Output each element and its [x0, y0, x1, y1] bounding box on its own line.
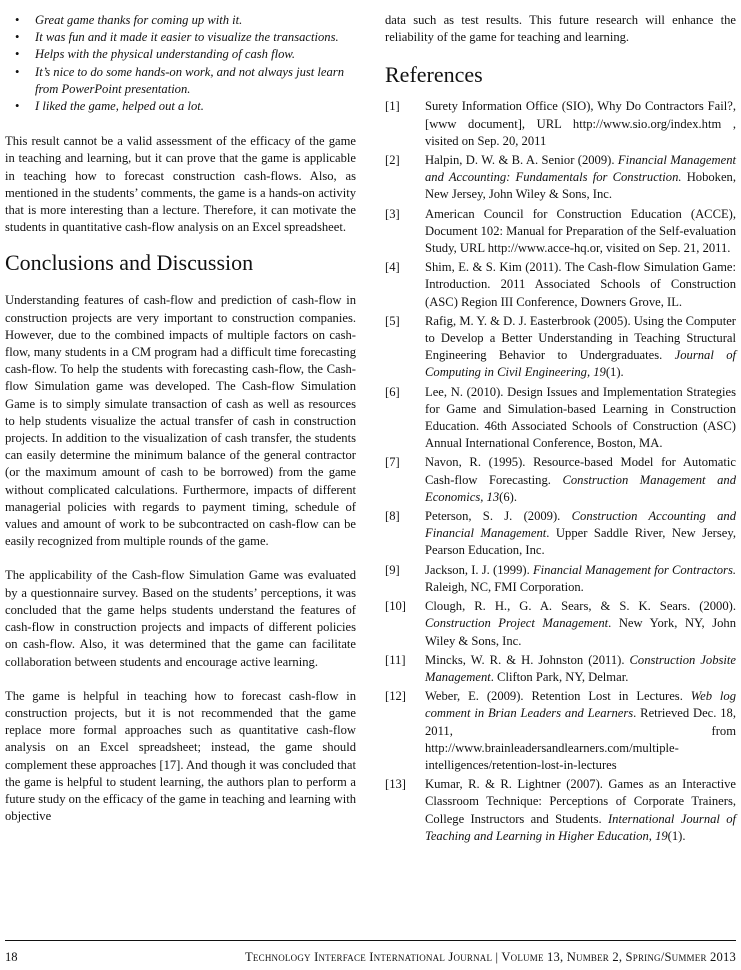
- student-comments-list: [5, 12, 356, 115]
- comment-item: • Great game thanks for coming up with it.: [5, 12, 356, 29]
- reference-item: [385, 206, 736, 258]
- reference-text: [425, 384, 736, 453]
- reference-number: [5]: [385, 313, 400, 328]
- reference-part: Clough, R. H., G. A. Sears, & S. K. Sears. (2000).: [425, 599, 736, 614]
- reference-part: Raleigh, NC, FMI Corporation.: [425, 579, 584, 594]
- reference-text: [425, 152, 736, 204]
- reference-italic-part: Web log comment in Brian Leaders and Learners: [425, 689, 737, 721]
- reference-item: [385, 776, 736, 845]
- reference-part: Jackson, I. J. (1999).: [425, 562, 533, 577]
- reference-item: [385, 562, 736, 596]
- reference-text: [425, 454, 736, 506]
- references-heading: References: [385, 62, 483, 88]
- reference-text: [425, 508, 736, 560]
- reference-item: [385, 98, 736, 150]
- reference-text: [425, 776, 736, 845]
- reference-number: [9]: [385, 562, 400, 577]
- reference-text: [425, 598, 736, 650]
- reference-part: Kumar, R. & R. Lightner (2007). Games as an Interactive Classroom Technique: Perceptions of Corporate Trainers, College Instructors and Students.: [425, 777, 736, 826]
- comment-item: • Helps with the physical understanding of cash flow.: [5, 46, 356, 63]
- reference-part: Hoboken, New Jersey, John Wiley & Sons, Inc.: [425, 170, 737, 202]
- reference-part: (6).: [499, 489, 517, 504]
- page-number: 18: [5, 950, 18, 964]
- reference-number: [4]: [385, 260, 400, 275]
- reference-item: [385, 384, 736, 453]
- reference-number: [7]: [385, 455, 400, 470]
- journal-title: Technology Interface International Journal | Volume 13, Number 2, Spring/Summer 2013: [245, 950, 736, 964]
- reference-italic-part: Financial Management for Contractors.: [532, 562, 736, 577]
- footer-rule: [5, 940, 736, 941]
- body-paragraph: The game is helpful in teaching how to forecast cash-flow in construction projects, but it is not recommended that the game replace more formal approaches such as quantitative cash-flow analysis on an Excel spreadsheet; instead, the game should complement these approaches [17]. And though it was concluded that the game is helpful to student learning, the authors plan to perform a future study on the efficacy of the game in teaching and learning with objective: [5, 688, 356, 824]
- reference-item: [385, 688, 736, 774]
- reference-number: [3]: [385, 206, 400, 221]
- reference-part: Weber, E. (2009). Retention Lost in Lectures.: [425, 689, 691, 704]
- reference-item: [385, 152, 736, 204]
- reference-number: [1]: [385, 99, 400, 114]
- reference-italic-part: Journal of Computing in Civil Engineering, 19: [425, 348, 737, 380]
- reference-part: Shim, E. & S. Kim (2011). The Cash-flow Simulation Game: Introduction. 2011 Associated Schools of Construction (ASC) Region III Conference, Downers Grove, IL.: [425, 260, 736, 309]
- reference-item: [385, 652, 736, 686]
- reference-text: [425, 206, 736, 258]
- reference-item: [385, 508, 736, 560]
- reference-italic-part: Construction Project Management: [425, 616, 609, 631]
- reference-part: . Clifton Park, NY, Delmar.: [490, 669, 629, 684]
- reference-text: [425, 562, 736, 596]
- body-paragraph: The applicability of the Cash-flow Simulation Game was evaluated by a questionnaire survey. Based on the students’ perceptions, it was concluded that the game helps students understand the features of cash-flow in construction projects and impacts of different policies on cash-flow. Also, it was determined that the game can facilitate collaboration between students and encourage active learning.: [5, 568, 356, 669]
- reference-part: Peterson, S. J. (2009).: [425, 509, 572, 524]
- reference-text: [425, 652, 736, 686]
- reference-part: Surety Information Office (SIO), Why Do Contractors Fail?, [www document], URL http://www.sio.org/index.htm , visited on Sep. 20, 2011: [425, 99, 736, 148]
- reference-part: American Council for Construction Education (ACCE), Document 102: Manual for Preparation of the Self-evaluation Study, URL http://www.acce-hq.or, visited on Sep. 21, 2011.: [425, 206, 736, 256]
- reference-number: [8]: [385, 509, 400, 524]
- reference-part: Navon, R. (1995). Resource-based Model for Automatic Cash-flow Forecasting.: [425, 455, 736, 487]
- reference-part: (1).: [605, 365, 624, 380]
- reference-number: [12]: [385, 689, 406, 704]
- reference-italic-part: Financial Management and Accounting: Fundamentals for Construction.: [425, 153, 736, 185]
- reference-text: [425, 313, 736, 382]
- reference-number: [11]: [385, 652, 406, 667]
- reference-italic-part: Construction Management and Economics, 13: [425, 472, 736, 504]
- right-column: [385, 12, 736, 845]
- reference-text: [425, 688, 736, 774]
- body-paragraph: Understanding features of cash-flow and prediction of cash-flow in construction projects are very important to construction companies. However, due to the combined impacts of multiple factors on cash-flow, many students in a CM program had a difficult time forecasting cash-flow. To help the students with forecasting cash-flow, the Cash-flow Simulation game was developed. The Cash-flow Simulation Game is to simply simulate transaction of cash as well as resources to help students visualize the actual transfer of cash in construction projects. In addition to the visualization of cash transfer, the students can easily determine the minimum balance of the general contractor (or the maximum amount of cash to be borrowed) from the game without complicated calculations. Furthermore, impacts of different managerial policies with regards to payment timing, schedule of values and amount of work to be subcontracted on cash-flow can be easily recognized from multiple rounds of the game.: [5, 293, 356, 549]
- reference-item: [385, 259, 736, 311]
- reference-part: . Upper Saddle River, New Jersey, Pearson Education, Inc.: [425, 526, 736, 558]
- reference-part: (1).: [667, 828, 686, 843]
- reference-part: Mincks, W. R. & H. Johnston (2011).: [425, 652, 630, 667]
- reference-italic-part: Construction Accounting and Financial Management: [425, 509, 736, 541]
- reference-item: [385, 313, 736, 382]
- reference-part: Rafig, M. Y. & D. J. Easterbrook (2005). Using the Computer to Develop a Better Understanding in Teaching Structural Engineering Behavior to Undergraduates.: [425, 313, 736, 363]
- comment-item: • It was fun and it made it easier to visualize the transactions.: [5, 29, 356, 46]
- reference-italic-part: Construction Jobsite Management: [425, 652, 737, 684]
- reference-part: . New York, NY, John Wiley & Sons, Inc.: [425, 616, 736, 648]
- references-list: [385, 98, 736, 845]
- reference-italic-part: International Journal of Teaching and Learning in Higher Education, 19: [425, 811, 737, 843]
- comment-item: • It’s nice to do some hands-on work, and not always just learn from PowerPoint presentation.: [5, 64, 356, 98]
- reference-number: [2]: [385, 153, 400, 168]
- body-paragraph: data such as test results. This future research will enhance the reliability of the game for teaching and learning.: [385, 13, 736, 45]
- body-paragraph: This result cannot be a valid assessment of the efficacy of the game in teaching and learning, but it can prove that the game is applicable in teaching how to forecast construction cash-flows. Also, as mentioned in the students’ comments, the game is a hands-on activity that is more interesting than a lecture. Therefore, it can motivate the students in quantitative cash-flow analysis on an Excel spreadsheet.: [5, 134, 356, 235]
- reference-part: . Retrieved Dec. 18, 2011, from http://www.brainleadersandlearners.com/multiple-intelligences/retention-lost-in-lectures: [425, 706, 737, 772]
- reference-number: [13]: [385, 777, 406, 792]
- reference-part: Halpin, D. W. & B. A. Senior (2009).: [425, 153, 618, 168]
- reference-text: [425, 98, 736, 150]
- reference-number: [10]: [385, 599, 406, 614]
- reference-part: Lee, N. (2010). Design Issues and Implementation Strategies for Game and Simulation-based Learning in Construction Education. 46th Associated Schools of Construction (ASC) Annual International Conference, Boston, MA.: [425, 384, 736, 451]
- reference-item: [385, 598, 736, 650]
- comment-item: • I liked the game, helped out a lot.: [5, 98, 356, 115]
- section-heading: Conclusions and Discussion: [5, 250, 254, 276]
- reference-item: [385, 454, 736, 506]
- reference-number: [6]: [385, 384, 400, 399]
- left-column: [5, 12, 356, 825]
- reference-text: [425, 259, 736, 311]
